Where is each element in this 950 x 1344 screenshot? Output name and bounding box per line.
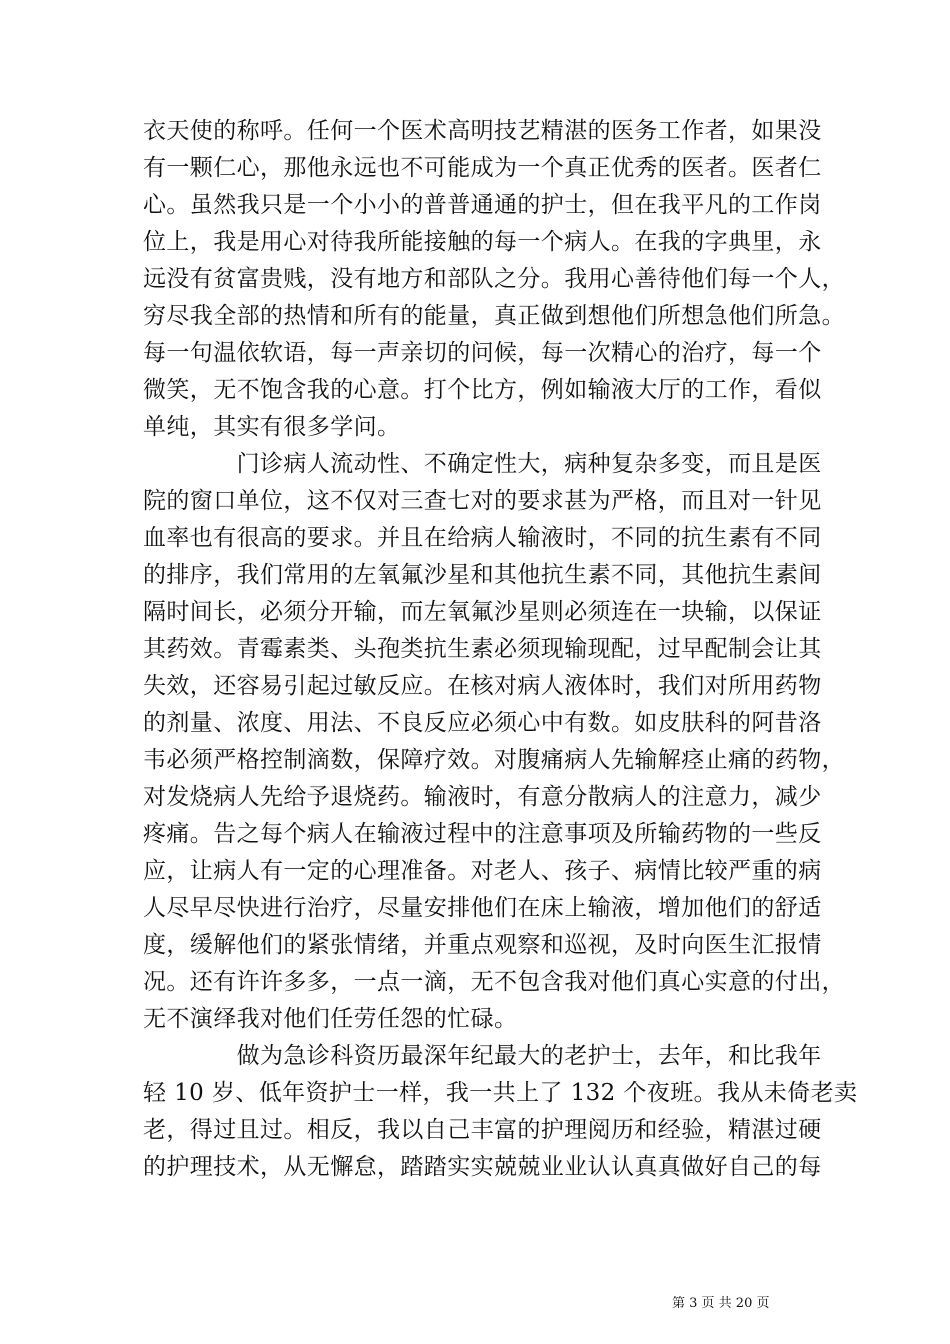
text-line: 位上，我是用心对待我所能接触的每一个病人。在我的字典里，永: [143, 229, 822, 255]
text-line: 对发烧病人先给予退烧药。输液时，有意分散病人的注意力，减少: [143, 784, 822, 810]
text-line: 每一句温依软语，每一声亲切的问候，每一次精心的治疗，每一个: [143, 340, 822, 366]
text-line: 老，得过且过。相反，我以自己丰富的护理阅历和经验，精湛过硬: [143, 1117, 822, 1143]
text-line: 应，让病人有一定的心理准备。对老人、孩子、病情比较严重的病: [143, 858, 822, 884]
body-text: [143, 113, 858, 1186]
text-line: 心。虽然我只是一个小小的普普通通的护士，但在我平凡的工作岗: [143, 192, 822, 218]
text-line: 的剂量、浓度、用法、不良反应必须心中有数。如皮肤科的阿昔洛: [143, 710, 822, 736]
text-line: 衣天使的称呼。任何一个医术高明技艺精湛的医务工作者，如果没: [143, 118, 822, 144]
text-line: 微笑，无不饱含我的心意。打个比方，例如输液大厅的工作，看似: [143, 377, 822, 403]
text-line: 的排序，我们常用的左氧氟沙星和其他抗生素不同，其他抗生素间: [143, 562, 822, 588]
text-line: 隔时间长，必须分开输，而左氧氟沙星则必须连在一块输，以保证: [143, 599, 822, 625]
text-line: 无不演绎我对他们任劳任怨的忙碌。: [143, 1006, 518, 1032]
text-line: 的护理技术，从无懈怠，踏踏实实兢兢业业认认真真做好自己的每: [143, 1154, 822, 1180]
text-line: 人尽早尽快进行治疗，尽量安排他们在床上输液，增加他们的舒适: [143, 895, 822, 921]
text-line: 失效，还容易引起过敏反应。在核对病人液体时，我们对所用药物: [143, 673, 822, 699]
text-line: 做为急诊科资历最深年纪最大的老护士，去年，和比我年: [143, 1043, 822, 1069]
text-line: 其药效。青霉素类、头孢类抗生素必须现输现配，过早配制会让其: [143, 636, 822, 662]
text-line: 院的窗口单位，这不仅对三查七对的要求甚为严格，而且对一针见: [143, 488, 822, 514]
text-line: 单纯，其实有很多学问。: [143, 414, 401, 440]
page-number: 第 3 页 共 20 页: [672, 1296, 770, 1311]
text-line: 轻 10 岁、低年资护士一样，我一共上了 132 个夜班。我从未倚老卖: [143, 1080, 858, 1106]
text-line: 度，缓解他们的紧张情绪，并重点观察和巡视，及时向医生汇报情: [143, 932, 822, 958]
text-line: 韦必须严格控制滴数，保障疗效。对腹痛病人先输解痉止痛的药物，: [143, 747, 845, 773]
text-line: 远没有贫富贵贱，没有地方和部队之分。我用心善待他们每一个人，: [143, 266, 845, 292]
text-line: 穷尽我全部的热情和所有的能量，真正做到想他们所想急他们所急。: [143, 303, 845, 329]
text-line: 况。还有许许多多，一点一滴，无不包含我对他们真心实意的付出，: [143, 969, 845, 995]
text-line: 有一颗仁心，那他永远也不可能成为一个真正优秀的医者。医者仁: [143, 155, 822, 181]
text-line: 门诊病人流动性、不确定性大，病种复杂多变，而且是医: [143, 451, 822, 477]
text-line: 血率也有很高的要求。并且在给病人输液时，不同的抗生素有不同: [143, 525, 822, 551]
text-line: 疼痛。告之每个病人在输液过程中的注意事项及所输药物的一些反: [143, 821, 822, 847]
